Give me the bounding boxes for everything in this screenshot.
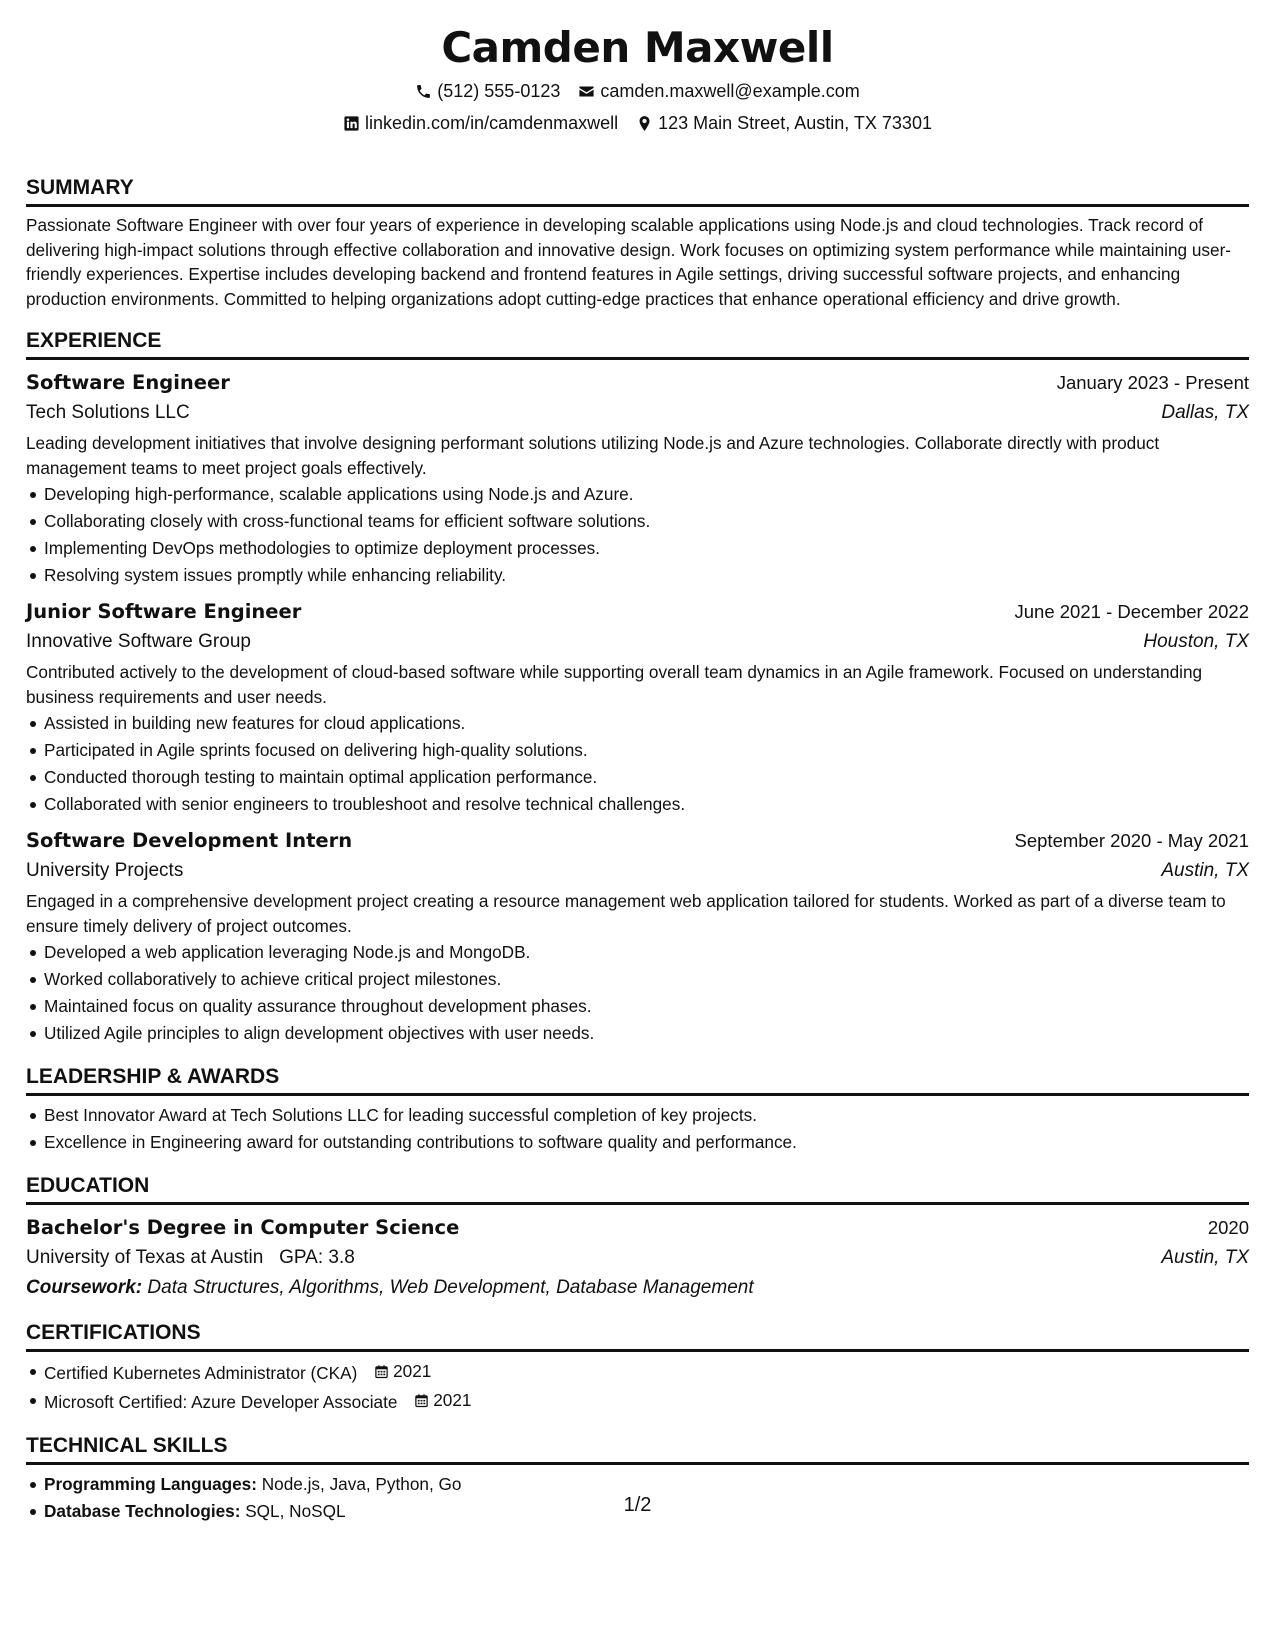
cert-year: 2021	[433, 1390, 472, 1410]
job-location: Austin, TX	[1161, 860, 1249, 881]
summary-text: Passionate Software Engineer with over four years of experience in developing scalable applications using Node.js and cloud technologies. Track record of delivering high-impact solutions through effective collaboration and innovative design. Work focuses on optimizing system performance while maintaining user-friendly experiences. Expertise includes developing backend and frontend features in Agile settings, driving successful software projects, and enhancing production environments. Committed to helping organizations adopt cutting-edge practices that enhance operational efficiency and drive growth.	[26, 215, 1232, 309]
education-heading: EDUCATION	[26, 1172, 1249, 1205]
job-title: Junior Software Engineer	[26, 600, 302, 623]
job-title: Software Development Intern	[26, 829, 353, 852]
school-line	[26, 1243, 355, 1273]
school-name: University of Texas at Austin	[26, 1247, 264, 1268]
linkedin-icon	[343, 115, 360, 132]
list-item: Participated in Agile sprints focused on delivering high-quality solutions.	[26, 737, 1249, 764]
list-item	[26, 1387, 1249, 1416]
school-location: Austin, TX	[1161, 1247, 1249, 1268]
job-company: Innovative Software Group	[26, 631, 251, 652]
skill-label: Database Technologies:	[44, 1501, 241, 1521]
contact-address	[636, 110, 932, 136]
job-location: Dallas, TX	[1161, 402, 1249, 423]
list-item: Developing high-performance, scalable applications using Node.js and Azure.	[26, 481, 1249, 508]
summary-heading: SUMMARY	[26, 174, 1249, 207]
education-entry	[26, 1213, 1249, 1303]
list-item: Worked collaboratively to achieve critical project milestones.	[26, 966, 1249, 993]
contact-row-1	[26, 78, 1249, 104]
phone-icon	[415, 83, 432, 100]
job-dates: June 2021 - December 2022	[1014, 601, 1249, 622]
job-description: Contributed actively to the development of cloud-based software while supporting overall team dynamics in an Agile framework. Focused on understanding business requirements and user needs.	[26, 662, 1203, 707]
coursework-label: Coursework:	[26, 1277, 143, 1298]
education-section	[26, 1172, 1249, 1303]
coursework-line	[26, 1273, 1249, 1303]
contact-email	[578, 78, 859, 104]
experience-heading: EXPERIENCE	[26, 327, 1249, 360]
calendar-icon	[414, 1393, 429, 1408]
job-entry	[26, 368, 1249, 589]
skills-heading: TECHNICAL SKILLS	[26, 1432, 1249, 1465]
list-item: Developed a web application leveraging Node.js and MongoDB.	[26, 939, 1249, 966]
list-item: Utilized Agile principles to align development objectives with user needs.	[26, 1020, 1249, 1047]
resume-page	[26, 22, 1249, 1525]
envelope-icon	[578, 83, 595, 100]
summary-section	[26, 174, 1249, 311]
degree-title: Bachelor's Degree in Computer Science	[26, 1216, 460, 1239]
skill-value: SQL, NoSQL	[245, 1501, 346, 1521]
certifications-list	[26, 1358, 1249, 1416]
job-company: Tech Solutions LLC	[26, 402, 190, 423]
cert-date	[374, 1358, 431, 1385]
cert-name: Microsoft Certified: Azure Developer Associate	[44, 1392, 398, 1412]
job-entry	[26, 597, 1249, 818]
graduation-year: 2020	[1207, 1217, 1249, 1238]
job-entry	[26, 826, 1249, 1047]
list-item: Excellence in Engineering award for outstanding contributions to software quality and performance.	[26, 1129, 1249, 1156]
list-item	[26, 1358, 1249, 1387]
gpa: GPA: 3.8	[279, 1247, 355, 1268]
map-pin-icon	[636, 115, 653, 132]
list-item: Assisted in building new features for cloud applications.	[26, 710, 1249, 737]
job-dates: January 2023 - Present	[1056, 372, 1249, 393]
list-item: Resolving system issues promptly while enhancing reliability.	[26, 562, 1249, 589]
list-item: Implementing DevOps methodologies to optimize deployment processes.	[26, 535, 1249, 562]
list-item: Collaborated with senior engineers to troubleshoot and resolve technical challenges.	[26, 791, 1249, 818]
job-bullets	[26, 710, 1249, 818]
email-link[interactable]: camden.maxwell@example.com	[600, 81, 860, 101]
certifications-heading: CERTIFICATIONS	[26, 1319, 1249, 1352]
cert-name: Certified Kubernetes Administrator (CKA)	[44, 1363, 358, 1383]
address-text: 123 Main Street, Austin, TX 73301	[658, 113, 932, 133]
list-item: Maintained focus on quality assurance throughout development phases.	[26, 993, 1249, 1020]
leadership-section	[26, 1063, 1249, 1156]
calendar-icon	[374, 1364, 389, 1379]
page-number: 1/2	[623, 1494, 652, 1516]
linkedin-link[interactable]: linkedin.com/in/camdenmaxwell	[365, 113, 619, 133]
experience-section	[26, 327, 1249, 1047]
job-description: Leading development initiatives that involve designing performant solutions utilizing Node.js and Azure technologies. Collaborate directly with product management teams to meet project goals effectively.	[26, 433, 1160, 478]
skill-label: Programming Languages:	[44, 1474, 257, 1494]
leadership-heading: LEADERSHIP & AWARDS	[26, 1063, 1249, 1096]
cert-date	[414, 1387, 471, 1414]
awards-list	[26, 1102, 1249, 1156]
contact-linkedin	[343, 110, 618, 136]
phone-text[interactable]: (512) 555-0123	[437, 81, 561, 101]
coursework-text: Data Structures, Algorithms, Web Development, Database Management	[147, 1277, 754, 1298]
job-dates: September 2020 - May 2021	[1014, 830, 1249, 851]
skill-value: Node.js, Java, Python, Go	[261, 1474, 462, 1494]
job-description: Engaged in a comprehensive development project creating a resource management web application tailored for students. Worked as part of a diverse team to ensure timely delivery of project outcomes.	[26, 891, 1226, 936]
list-item: Collaborating closely with cross-functional teams for efficient software solutions.	[26, 508, 1249, 535]
contact-row-2	[26, 110, 1249, 136]
candidate-name: Camden Maxwell	[441, 23, 834, 72]
contact-phone	[415, 78, 560, 104]
job-location: Houston, TX	[1143, 631, 1249, 652]
cert-year: 2021	[393, 1361, 432, 1381]
job-title: Software Engineer	[26, 371, 230, 394]
job-company: University Projects	[26, 860, 184, 881]
job-bullets	[26, 939, 1249, 1047]
certifications-section	[26, 1319, 1249, 1416]
job-bullets	[26, 481, 1249, 589]
list-item: Conducted thorough testing to maintain optimal application performance.	[26, 764, 1249, 791]
list-item: Best Innovator Award at Tech Solutions LLC for leading successful completion of key projects.	[26, 1102, 1249, 1129]
